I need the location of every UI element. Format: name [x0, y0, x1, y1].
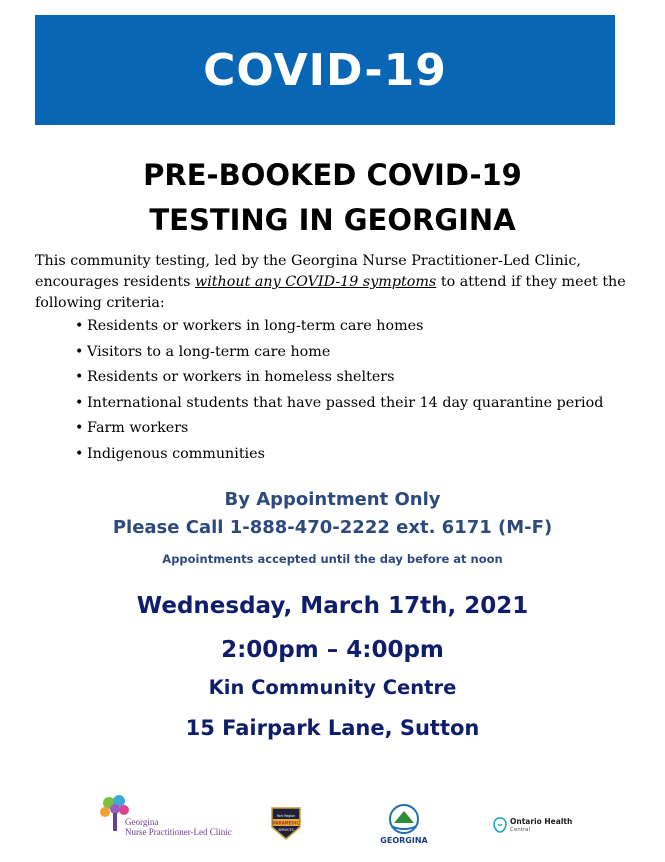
paramedic-bottom-text: SERVICES — [278, 828, 294, 832]
clinic-logo-subtitle: Nurse Practitioner-Led Clinic — [125, 827, 232, 837]
clinic-logo — [97, 793, 232, 843]
georgina-logo-text: GEORGINA — [380, 836, 428, 845]
ontario-health-region: Central — [510, 827, 531, 833]
ontario-health-logo — [493, 815, 583, 839]
clinic-logo-name: Georgina — [125, 817, 159, 827]
ontario-health-icon — [493, 817, 507, 833]
georgina-emblem-icon — [374, 803, 434, 835]
banner-title: COVID-19 — [203, 44, 447, 96]
criteria-item: • Indigenous communities — [75, 442, 603, 468]
intro-text-end: to attend if they meet the following criteria: — [35, 274, 626, 311]
intro-paragraph — [35, 251, 645, 314]
appointment-phone: Please Call 1-888-470-2222 ext. 6171 (M-F) — [112, 517, 553, 538]
paramedic-badge-icon — [268, 805, 304, 841]
georgina-logo — [374, 803, 434, 851]
event-venue: Kin Community Centre — [208, 676, 457, 699]
criteria-item: • International students that have passed their 14 day quarantine period — [75, 391, 603, 417]
appointment-only: By Appointment Only — [224, 489, 441, 510]
criteria-list — [75, 314, 603, 467]
headline-line-2: TESTING IN GEORGINA — [149, 203, 516, 237]
partner-logos — [0, 785, 665, 855]
event-address: 15 Fairpark Lane, Sutton — [185, 716, 480, 740]
paramedic-mid-text: PARAMEDIC — [272, 820, 300, 826]
criteria-item: • Visitors to a long-term care home — [75, 340, 603, 366]
covid-banner — [35, 15, 615, 125]
intro-emphasis: without any COVID-19 symptoms — [195, 274, 437, 290]
event-date: Wednesday, March 17th, 2021 — [136, 593, 529, 619]
criteria-item: • Residents or workers in long-term care homes — [75, 314, 603, 340]
ontario-health-name: Ontario Health — [510, 817, 573, 826]
appointment-note: Appointments accepted until the day before at noon — [162, 552, 503, 566]
event-time: 2:00pm – 4:00pm — [221, 637, 444, 663]
headline-line-1: PRE-BOOKED COVID-19 — [143, 158, 522, 192]
criteria-item: • Farm workers — [75, 416, 603, 442]
paramedic-top-text: York Region — [276, 814, 296, 818]
criteria-item: • Residents or workers in homeless shelters — [75, 365, 603, 391]
intro-text-start: This community testing, led by the Georgina Nurse Practitioner-Led Clinic, encourages residents — [35, 253, 581, 290]
paramedic-logo — [268, 805, 304, 841]
